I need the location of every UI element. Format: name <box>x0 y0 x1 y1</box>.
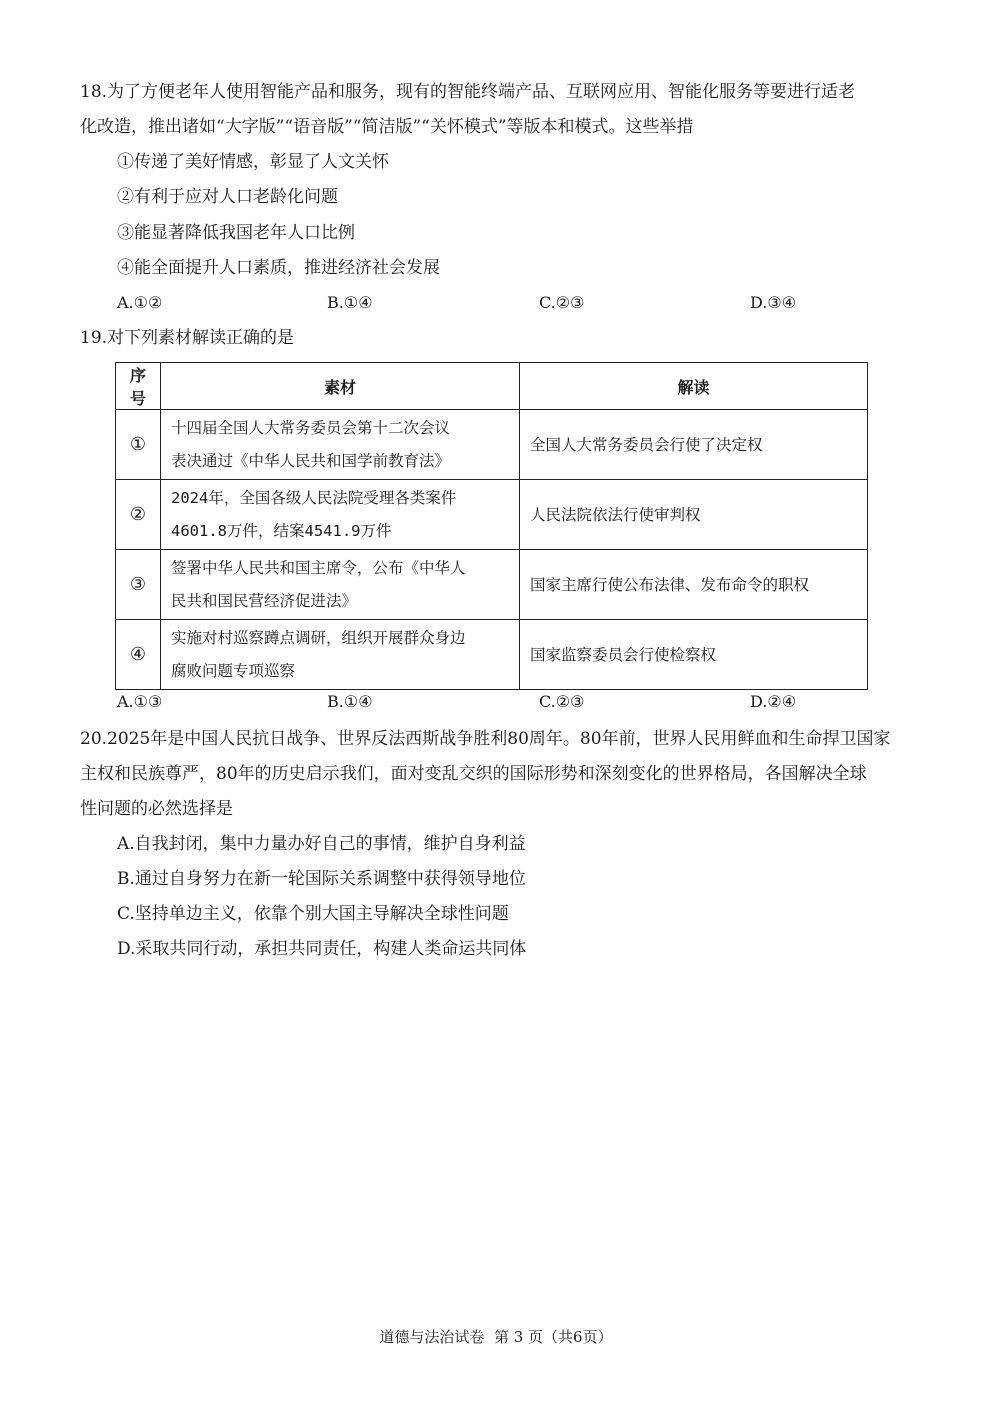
q18-option-d: D.③④ <box>750 293 797 312</box>
table-row <box>116 620 868 690</box>
q19-row1-material-line2: 表决通过《中华人民共和国学前教育法》 <box>171 451 451 470</box>
q19-row2-num: ② <box>116 480 161 550</box>
q18-option-b: B.①④ <box>327 293 373 312</box>
q20-stem-line3: 性问题的必然选择是 <box>80 799 233 819</box>
q19-option-b: B.①④ <box>327 692 373 711</box>
q18-option-c: C.②③ <box>539 293 585 312</box>
q19-row3-material-line1: 签署中华人民共和国主席令，公布《中华人 <box>171 558 466 577</box>
q19-row3-interpretation: 国家主席行使公布法律、发布命令的职权 <box>520 550 868 620</box>
q19-header-interpretation: 解读 <box>520 363 868 410</box>
q19-row1-material <box>161 410 520 480</box>
q18-item-4: ④能全面提升人口素质，推进经济社会发展 <box>117 258 440 278</box>
q19-header-material: 素材 <box>161 363 520 410</box>
q19-header-num: 序号 <box>116 363 161 410</box>
q18-stem-line2: 化改造，推出诸如“大字版”“语音版”“简洁版”“关怀模式”等版本和模式。这些举措 <box>80 117 694 137</box>
q19-option-c: C.②③ <box>539 692 585 711</box>
q19-row2-interpretation: 人民法院依法行使审判权 <box>520 480 868 550</box>
q18-item-3: ③能显著降低我国老年人口比例 <box>117 223 355 243</box>
q20-option-a: A.自我封闭，集中力量办好自己的事情，维护自身利益 <box>117 834 526 854</box>
table-row <box>116 550 868 620</box>
q19-option-a: A.①③ <box>117 692 163 711</box>
q19-row3-material-line2: 民共和国民营经济促进法》 <box>171 591 358 610</box>
q20-option-b: B.通过自身努力在新一轮国际关系调整中获得领导地位 <box>117 869 526 889</box>
q19-row3-num: ③ <box>116 550 161 620</box>
table-row <box>116 410 868 480</box>
q19-row1-material-line1: 十四届全国人大常务委员会第十二次会议 <box>171 418 451 437</box>
q19-row4-material-line2: 腐败问题专项巡察 <box>171 661 296 680</box>
q19-table-header <box>116 363 868 410</box>
q20-option-d: D.采取共同行动，承担共同责任，构建人类命运共同体 <box>117 939 527 959</box>
table-row <box>116 480 868 550</box>
q18-option-a: A.①② <box>117 293 163 312</box>
q18-options <box>117 292 917 314</box>
q19-row1-interpretation: 全国人大常务委员会行使了决定权 <box>520 410 868 480</box>
q19-row4-num: ④ <box>116 620 161 690</box>
q19-row2-material-line1: 2024年，全国各级人民法院受理各类案件 <box>171 488 457 507</box>
q19-row4-material <box>161 620 520 690</box>
q18-item-1: ①传递了美好情感，彰显了人文关怀 <box>117 152 389 172</box>
q19-row4-interpretation: 国家监察委员会行使检察权 <box>520 620 868 690</box>
q19-row1-num: ① <box>116 410 161 480</box>
q19-row2-material-line2: 4601.8万件，结案4541.9万件 <box>171 521 392 540</box>
q20-option-c: C.坚持单边主义，依靠个别大国主导解决全球性问题 <box>117 904 509 924</box>
q20-stem-line1: 20.2025年是中国人民抗日战争、世界反法西斯战争胜利80周年。80年前，世界人民用鲜血和生命捍卫国家 <box>80 729 891 749</box>
q19-option-d: D.②④ <box>750 692 797 711</box>
q19-options <box>117 691 917 713</box>
q20-stem-line2: 主权和民族尊严，80年的历史启示我们，面对变乱交织的国际形势和深刻变化的世界格局，各国解决全球 <box>80 764 867 784</box>
q19-table <box>115 362 868 690</box>
q19-row3-material <box>161 550 520 620</box>
q19-stem: 19.对下列素材解读正确的是 <box>80 328 295 348</box>
q18-item-2: ②有利于应对人口老龄化问题 <box>117 187 338 207</box>
q19-row4-material-line1: 实施对村巡察蹲点调研，组织开展群众身边 <box>171 628 466 647</box>
q19-row2-material <box>161 480 520 550</box>
page-footer: 道德与法治试卷 第 3 页（共6页） <box>379 1328 613 1346</box>
q18-stem-line1: 18.为了方便老年人使用智能产品和服务，现有的智能终端产品、互联网应用、智能化服务等要进行适老 <box>80 82 856 102</box>
